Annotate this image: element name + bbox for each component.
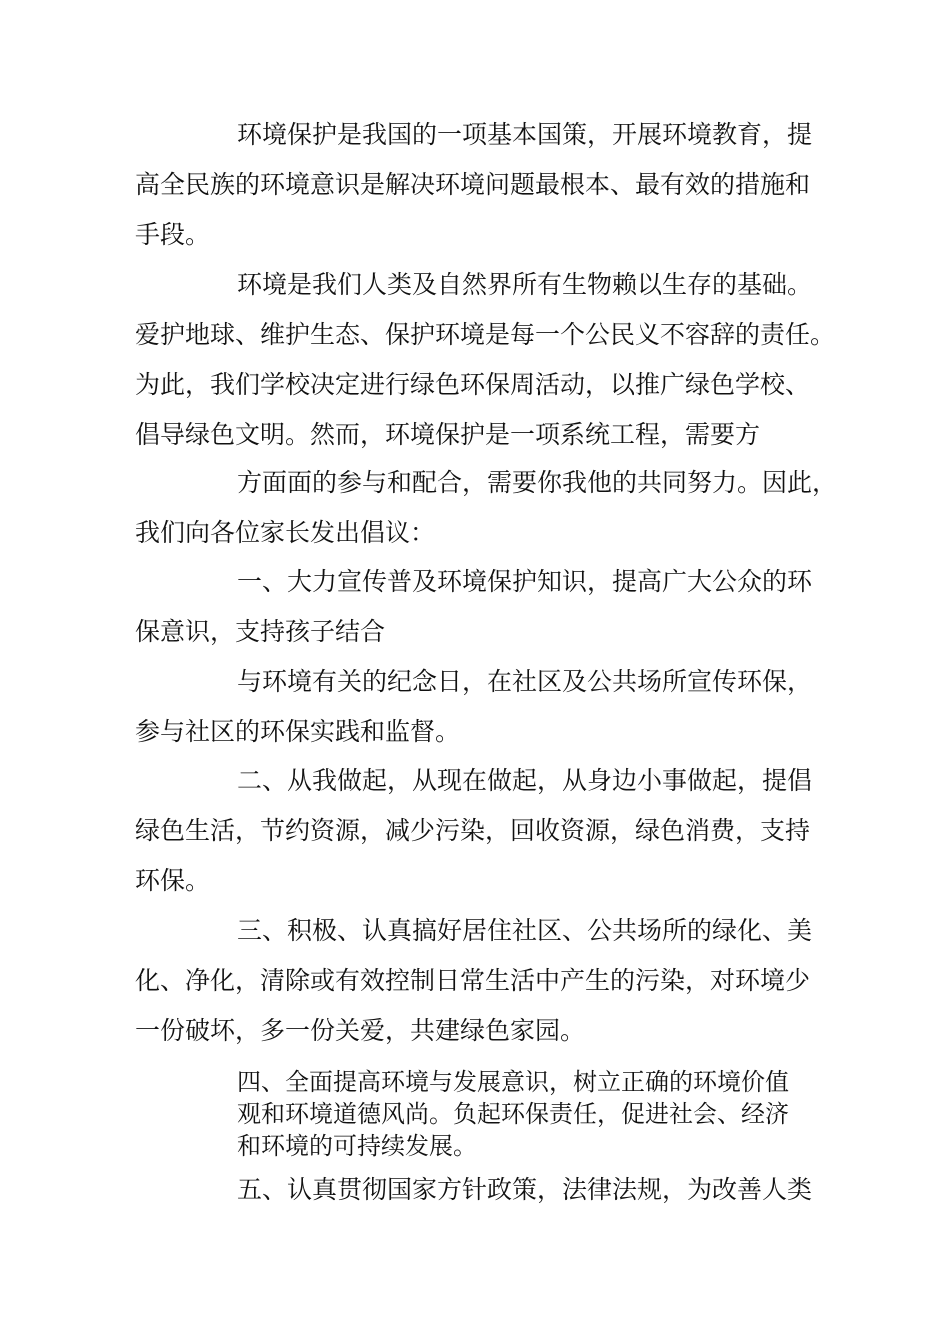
paragraph-8 (237, 1066, 837, 1162)
paragraph-line: 手段。 (135, 220, 211, 249)
paragraph-line: 参与社区的环保实践和监督。 (135, 717, 461, 746)
paragraph-line: 绿色生活，节约资源，减少污染，回收资源，绿色消费，支持 (135, 816, 811, 845)
paragraph-5 (135, 657, 850, 757)
paragraph-line: 四、全面提高环境与发展意识，树立正确的环境价值 (237, 1068, 789, 1096)
paragraph-line: 倡导绿色文明。然而，环境保护是一项系统工程，需要方 (135, 420, 761, 449)
paragraph-line: 环保。 (135, 866, 211, 895)
paragraph-line: 三、积极、认真搞好居住社区、公共场所的绿化、美 (237, 916, 813, 945)
paragraph-9 (237, 1165, 837, 1215)
paragraph-4 (135, 557, 850, 657)
paragraph-line: 我们向各位家长发出倡议： (135, 518, 436, 547)
paragraph-line: 一、大力宣传普及环境保护知识，提高广大公众的环 (237, 567, 813, 596)
paragraph-1 (135, 110, 850, 260)
paragraph-3 (135, 458, 850, 558)
paragraph-line: 化、净化，清除或有效控制日常生活中产生的污染，对环境少 (135, 966, 811, 995)
paragraph-line: 环境是我们人类及自然界所有生物赖以生存的基础。 (237, 270, 813, 299)
paragraph-line: 与环境有关的纪念日，在社区及公共场所宣传环保， (237, 667, 813, 696)
paragraph-line: 爱护地球、维护生态、保护环境是每一个公民义不容辞的责任。 (135, 320, 836, 349)
paragraph-line: 一份破坏，多一份关爱，共建绿色家园。 (135, 1016, 586, 1045)
paragraph-line: 二、从我做起，从现在做起，从身边小事做起，提倡 (237, 766, 813, 795)
paragraph-2 (135, 260, 850, 460)
paragraph-line: 高全民族的环境意识是解决环境问题最根本、最有效的措施和 (135, 170, 811, 199)
paragraph-line: 观和环境道德风尚。负起环保责任，促进社会、经济 (237, 1100, 789, 1128)
paragraph-line: 方面面的参与和配合，需要你我他的共同努力。因此， (237, 468, 838, 497)
paragraph-line: 五、认真贯彻国家方针政策，法律法规，为改善人类 (237, 1175, 813, 1204)
paragraph-line: 环境保护是我国的一项基本国策，开展环境教育，提 (237, 120, 813, 149)
paragraph-6 (135, 756, 850, 906)
paragraph-line: 和环境的可持续发展。 (237, 1132, 477, 1160)
paragraph-line: 为此，我们学校决定进行绿色环保周活动，以推广绿色学校、 (135, 370, 811, 399)
paragraph-line: 保意识，支持孩子结合 (135, 617, 386, 646)
paragraph-7 (135, 906, 850, 1056)
